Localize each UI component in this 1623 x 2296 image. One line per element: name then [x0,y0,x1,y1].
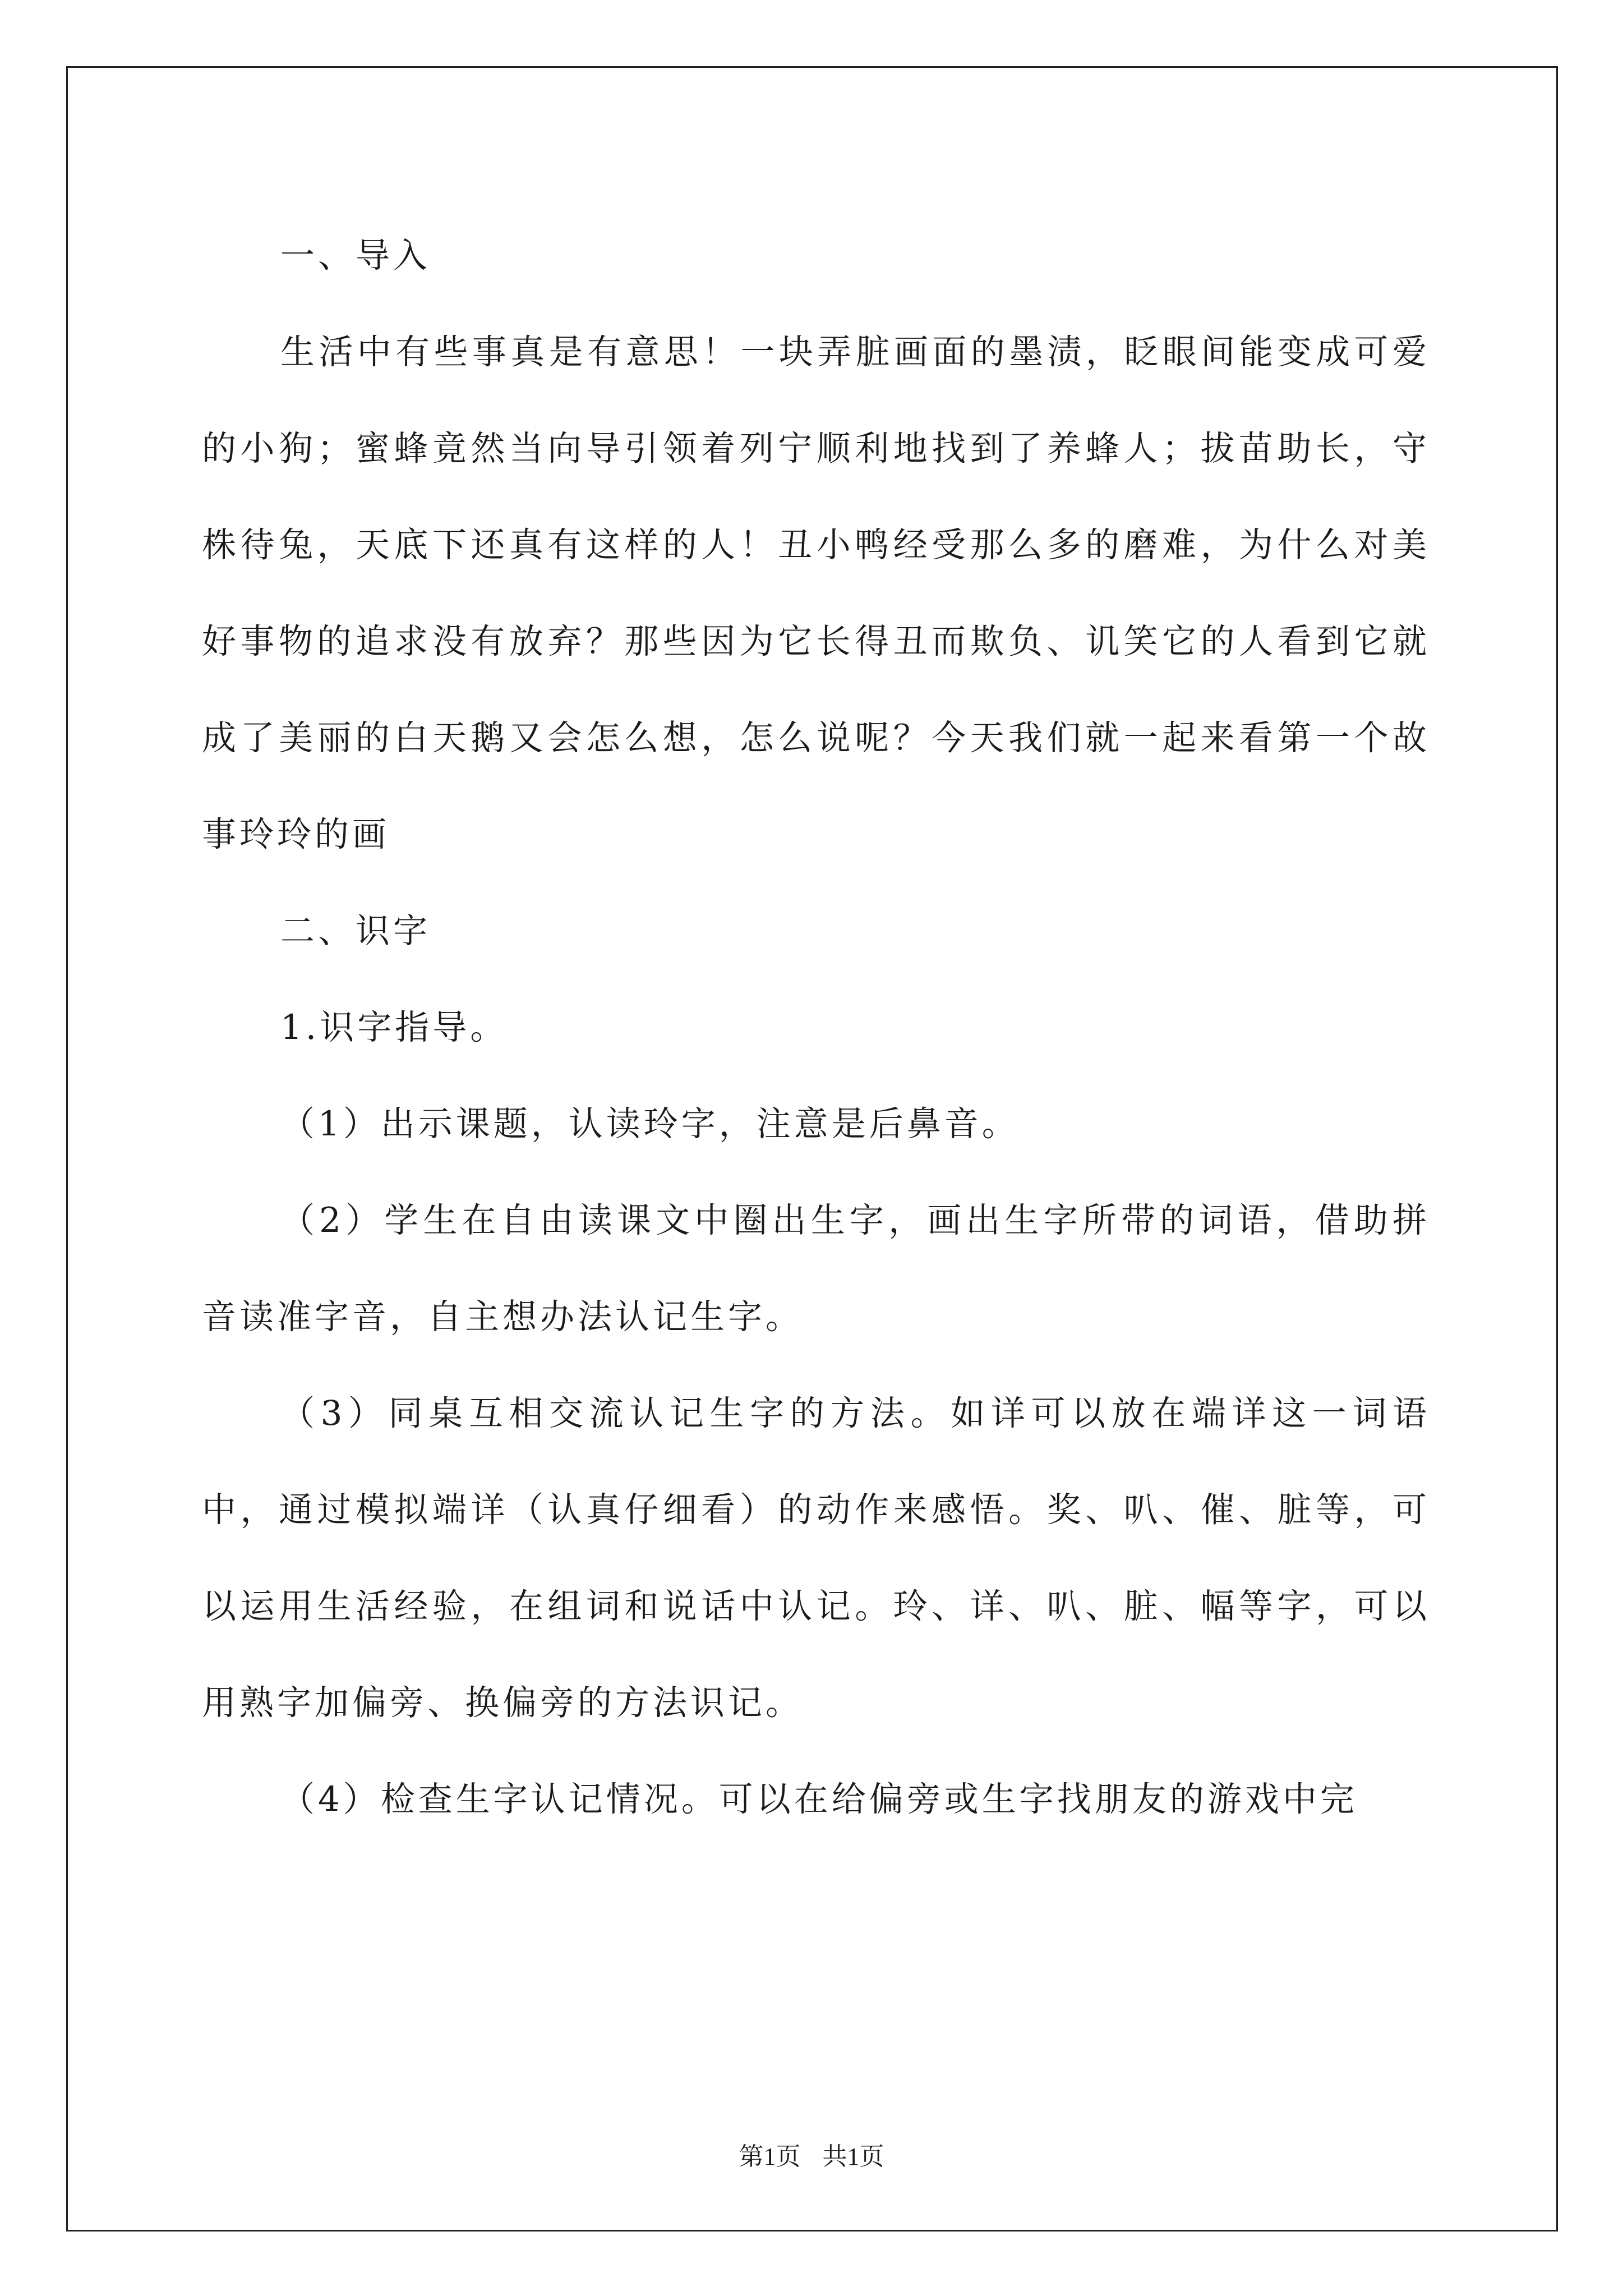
list-item-1: （1）出示课题，认读玲字，注意是后鼻音。 [280,1104,1020,1144]
section-heading-intro: 一、导入 [280,236,431,275]
section-heading-literacy: 二、识字 [280,911,431,951]
list-item-3: （3）同桌互相交流认记生字的方法。如详可以放在端详这一词语中，通过模拟端详（认真仔细看）的动作来感悟。奖、叭、催、脏等，可以运用生活经验，在组词和说话中认记。玲、详、叭、脏、幅等字，可以用熟字加偏旁、换偏旁的方法识记。 [202,1393,1430,1723]
document-body [202,208,1430,1848]
list-item-4: （4）检查生字认记情况。可以在给偏旁或生字找朋友的游戏中完 [280,1779,1358,1819]
page-number-current: 第1页 [739,2143,801,2170]
subheading-literacy-guidance: 1.识字指导。 [280,1007,508,1047]
page-number-total: 共1页 [822,2143,884,2170]
page-footer [0,2136,1623,2172]
list-item-2: （2）学生在自由读课文中圈出生字，画出生字所带的词语，借助拼音读准字音，自主想办法认记生字。 [202,1200,1430,1337]
paragraph-intro-text: 生活中有些事真是有意思！一块弄脏画面的墨渍，眨眼间能变成可爱的小狗；蜜蜂竟然当向导引领着列宁顺利地找到了养蜂人；拔苗助长，守株待兔，天底下还真有这样的人！丑小鸭经受那么多的磨难，为什么对美好事物的追求没有放弃？那些因为它长得丑而欺负、讥笑它的人看到它就成了美丽的白天鹅又会怎么想，怎么说呢？今天我们就一起来看第一个故事玲玲的画 [202,332,1430,854]
